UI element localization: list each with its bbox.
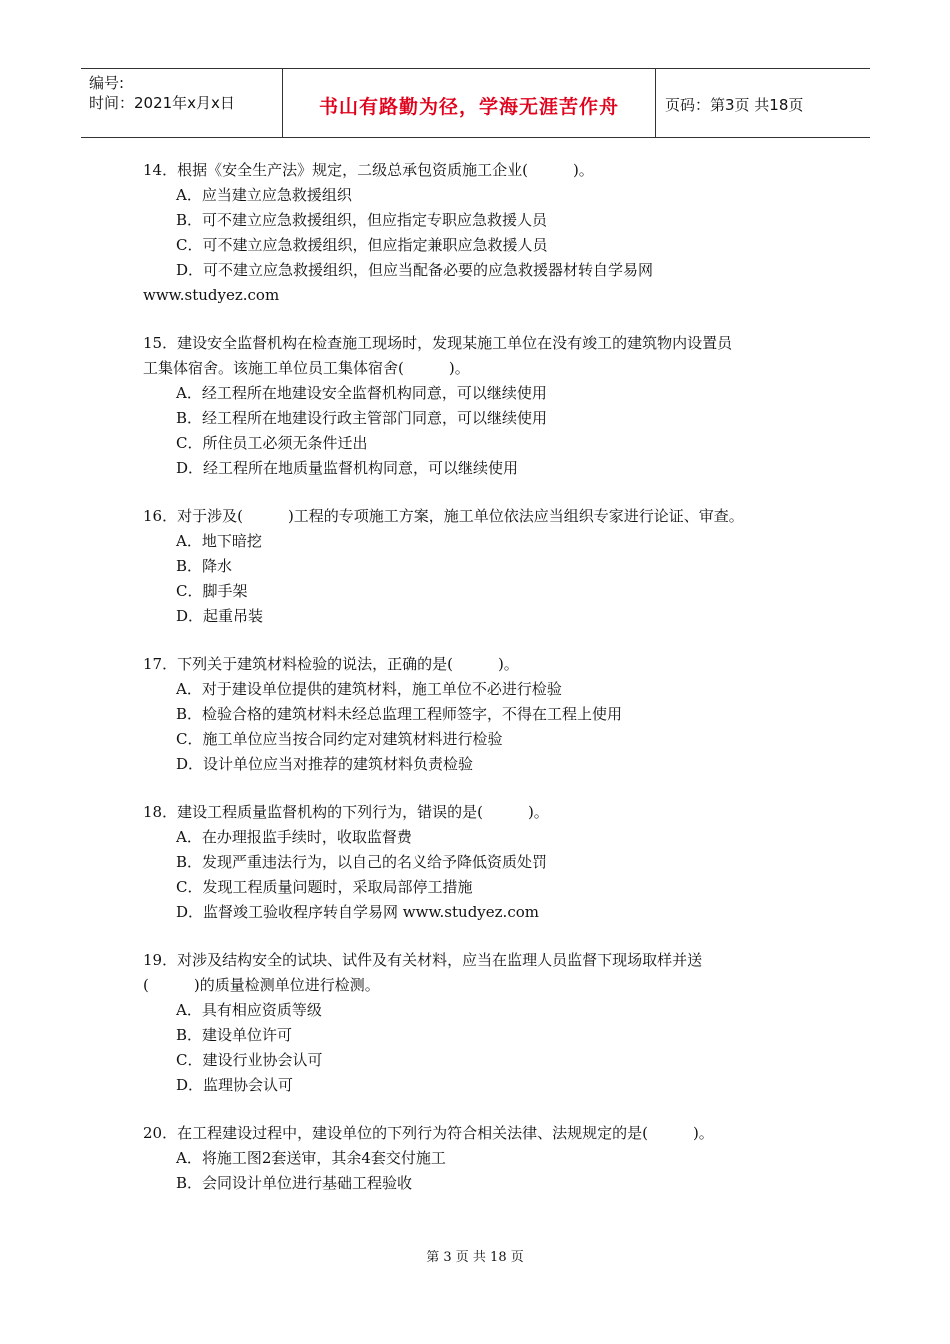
answer-option: C．脚手架 — [176, 582, 248, 600]
answer-option: D．可不建立应急救援组织，但应当配备必要的应急救援器材转自学易网 — [176, 261, 654, 279]
answer-option: D．经工程所在地质量监督机构同意，可以继续使用 — [176, 459, 519, 477]
question-stem: 17．下列关于建筑材料检验的说法，正确的是( )。 — [143, 655, 519, 673]
answer-option: C．可不建立应急救援组织，但应指定兼职应急救援人员 — [176, 236, 548, 254]
answer-option: A．应当建立应急救援组织 — [176, 186, 352, 204]
answer-option: B．可不建立应急救援组织，但应指定专职应急救援人员 — [176, 211, 548, 229]
answer-option: B．降水 — [176, 557, 233, 575]
answer-option: A．对于建设单位提供的建筑材料，施工单位不必进行检验 — [176, 680, 562, 698]
answer-option: C．发现工程质量问题时，采取局部停工措施 — [176, 878, 473, 896]
question-list — [143, 158, 823, 1219]
question-block — [143, 331, 823, 481]
source-url-text: www.studyez.com — [143, 286, 280, 304]
question-stem: 18．建设工程质量监督机构的下列行为，错误的是( )。 — [143, 803, 549, 821]
header-page-cell — [655, 69, 870, 137]
page-footer: 第 3 页 共 18 页 — [426, 1250, 524, 1265]
question-stem: 20．在工程建设过程中，建设单位的下列行为符合相关法律、法规规定的是( )。 — [143, 1124, 714, 1142]
answer-option: A．在办理报监手续时，收取监督费 — [176, 828, 412, 846]
header-page-number: 页码：第3页 共18页 — [665, 96, 804, 114]
question-stem: 工集体宿舍。该施工单位员工集体宿舍( )。 — [143, 359, 470, 377]
answer-option: A．具有相应资质等级 — [176, 1001, 322, 1019]
answer-option: B．经工程所在地建设行政主管部门同意，可以继续使用 — [176, 409, 548, 427]
question-stem: 16．对于涉及( )工程的专项施工方案，施工单位依法应当组织专家进行论证、审查。 — [143, 507, 744, 525]
question-block — [143, 948, 823, 1098]
question-stem: 14．根据《安全生产法》规定，二级总承包资质施工企业( )。 — [143, 161, 594, 179]
question-stem: ( )的质量检测单位进行检测。 — [143, 976, 380, 994]
answer-option: B．检验合格的建筑材料未经总监理工程师签字，不得在工程上使用 — [176, 705, 623, 723]
answer-option: B．建设单位许可 — [176, 1026, 293, 1044]
answer-option: D．起重吊装 — [176, 607, 264, 625]
question-block — [143, 158, 823, 308]
motto-text: 书山有路勤为径，学海无涯苦作舟 — [318, 96, 619, 118]
document-time-label: 时间：2021年x月x日 — [89, 94, 235, 112]
answer-option: C．所住员工必须无条件迁出 — [176, 434, 368, 452]
answer-option: B．会同设计单位进行基础工程验收 — [176, 1174, 413, 1192]
answer-option: A．地下暗挖 — [176, 532, 262, 550]
document-number-label: 编号: — [89, 74, 125, 92]
answer-option: D．设计单位应当对推荐的建筑材料负责检验 — [176, 755, 474, 773]
header-motto-cell — [282, 69, 656, 137]
question-block — [143, 652, 823, 777]
header-info-cell — [81, 69, 281, 137]
answer-option: B．发现严重违法行为，以自己的名义给予降低资质处罚 — [176, 853, 548, 871]
answer-option: C．建设行业协会认可 — [176, 1051, 323, 1069]
answer-option: C．施工单位应当按合同约定对建筑材料进行检验 — [176, 730, 503, 748]
question-block — [143, 504, 823, 629]
question-stem: 15．建设安全监督机构在检查施工现场时，发现某施工单位在没有竣工的建筑物内设置员 — [143, 334, 733, 352]
answer-option: A．将施工图2套送审，其余4套交付施工 — [176, 1149, 446, 1167]
question-block — [143, 800, 823, 925]
answer-option: D．监督竣工验收程序转自学易网 www.studyez.com — [176, 903, 539, 921]
question-stem: 19．对涉及结构安全的试块、试件及有关材料，应当在监理人员监督下现场取样并送 — [143, 951, 703, 969]
answer-option: D．监理协会认可 — [176, 1076, 294, 1094]
document-header — [81, 68, 870, 138]
question-block — [143, 1121, 823, 1196]
answer-option: A．经工程所在地建设安全监督机构同意，可以继续使用 — [176, 384, 547, 402]
